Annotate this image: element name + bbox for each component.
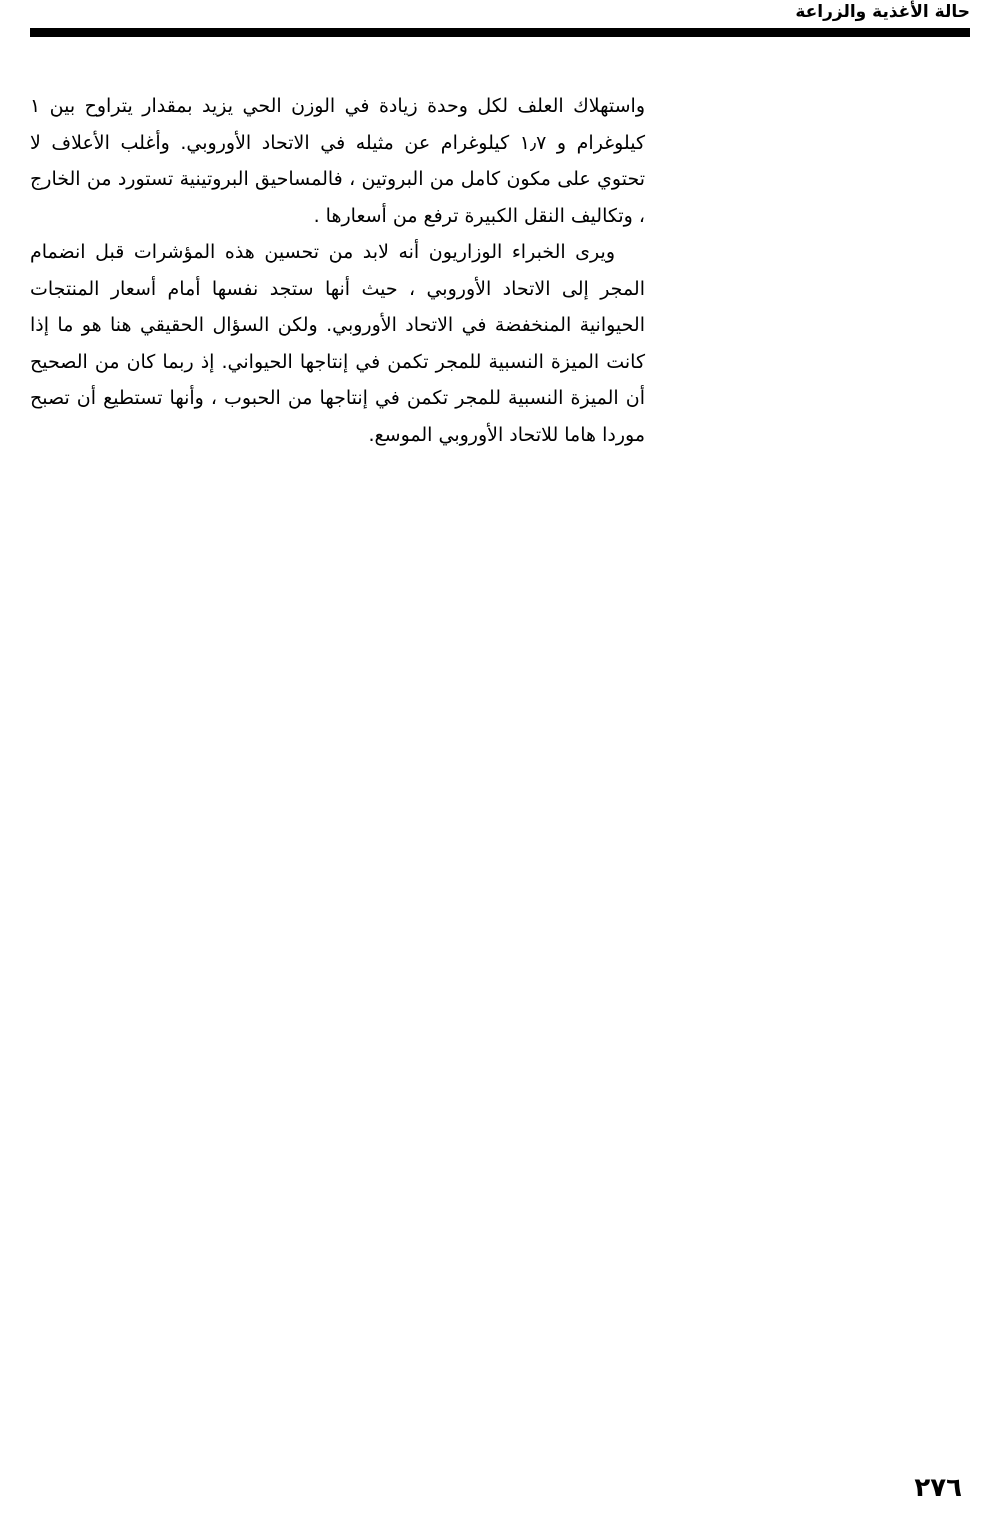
header-rule [30,28,970,37]
running-header: حالة الأغذية والزراعة [795,2,970,22]
page-number: ٢٧٦ [914,1473,962,1503]
body-text [30,88,645,453]
paragraph-1: واستهلاك العلف لكل وحدة زيادة في الوزن الحي يزيد بمقدار يتراوح بين ١ كيلوغرام و ١٫٧ كيلوغرام عن مثيله في الاتحاد الأوروبي. وأغلب الأعلاف لا تحتوي على مكون كامل من البروتين ، فالمساحيق البروتينية تستورد من الخارج ، وتكاليف النقل الكبيرة ترفع من أسعارها . [30,95,645,227]
paragraph-2: ويرى الخبراء الوزاريون أنه لابد من تحسين هذه المؤشرات قبل انضمام المجر إلى الاتحاد الأوروبي ، حيث أنها ستجد نفسها أمام أسعار المنتجات الحيوانية المنخفضة في الاتحاد الأوروبي. ولكن السؤال الحقيقي هنا هو ما إذا كانت الميزة النسبية للمجر تكمن في إنتاجها الحيواني. إذ ربما كان من الصحيح أن الميزة النسبية للمجر تكمن في إنتاجها من الحبوب ، وأنها تستطيع أن تصبح موردا هاما للاتحاد الأوروبي الموسع. [30,241,645,446]
